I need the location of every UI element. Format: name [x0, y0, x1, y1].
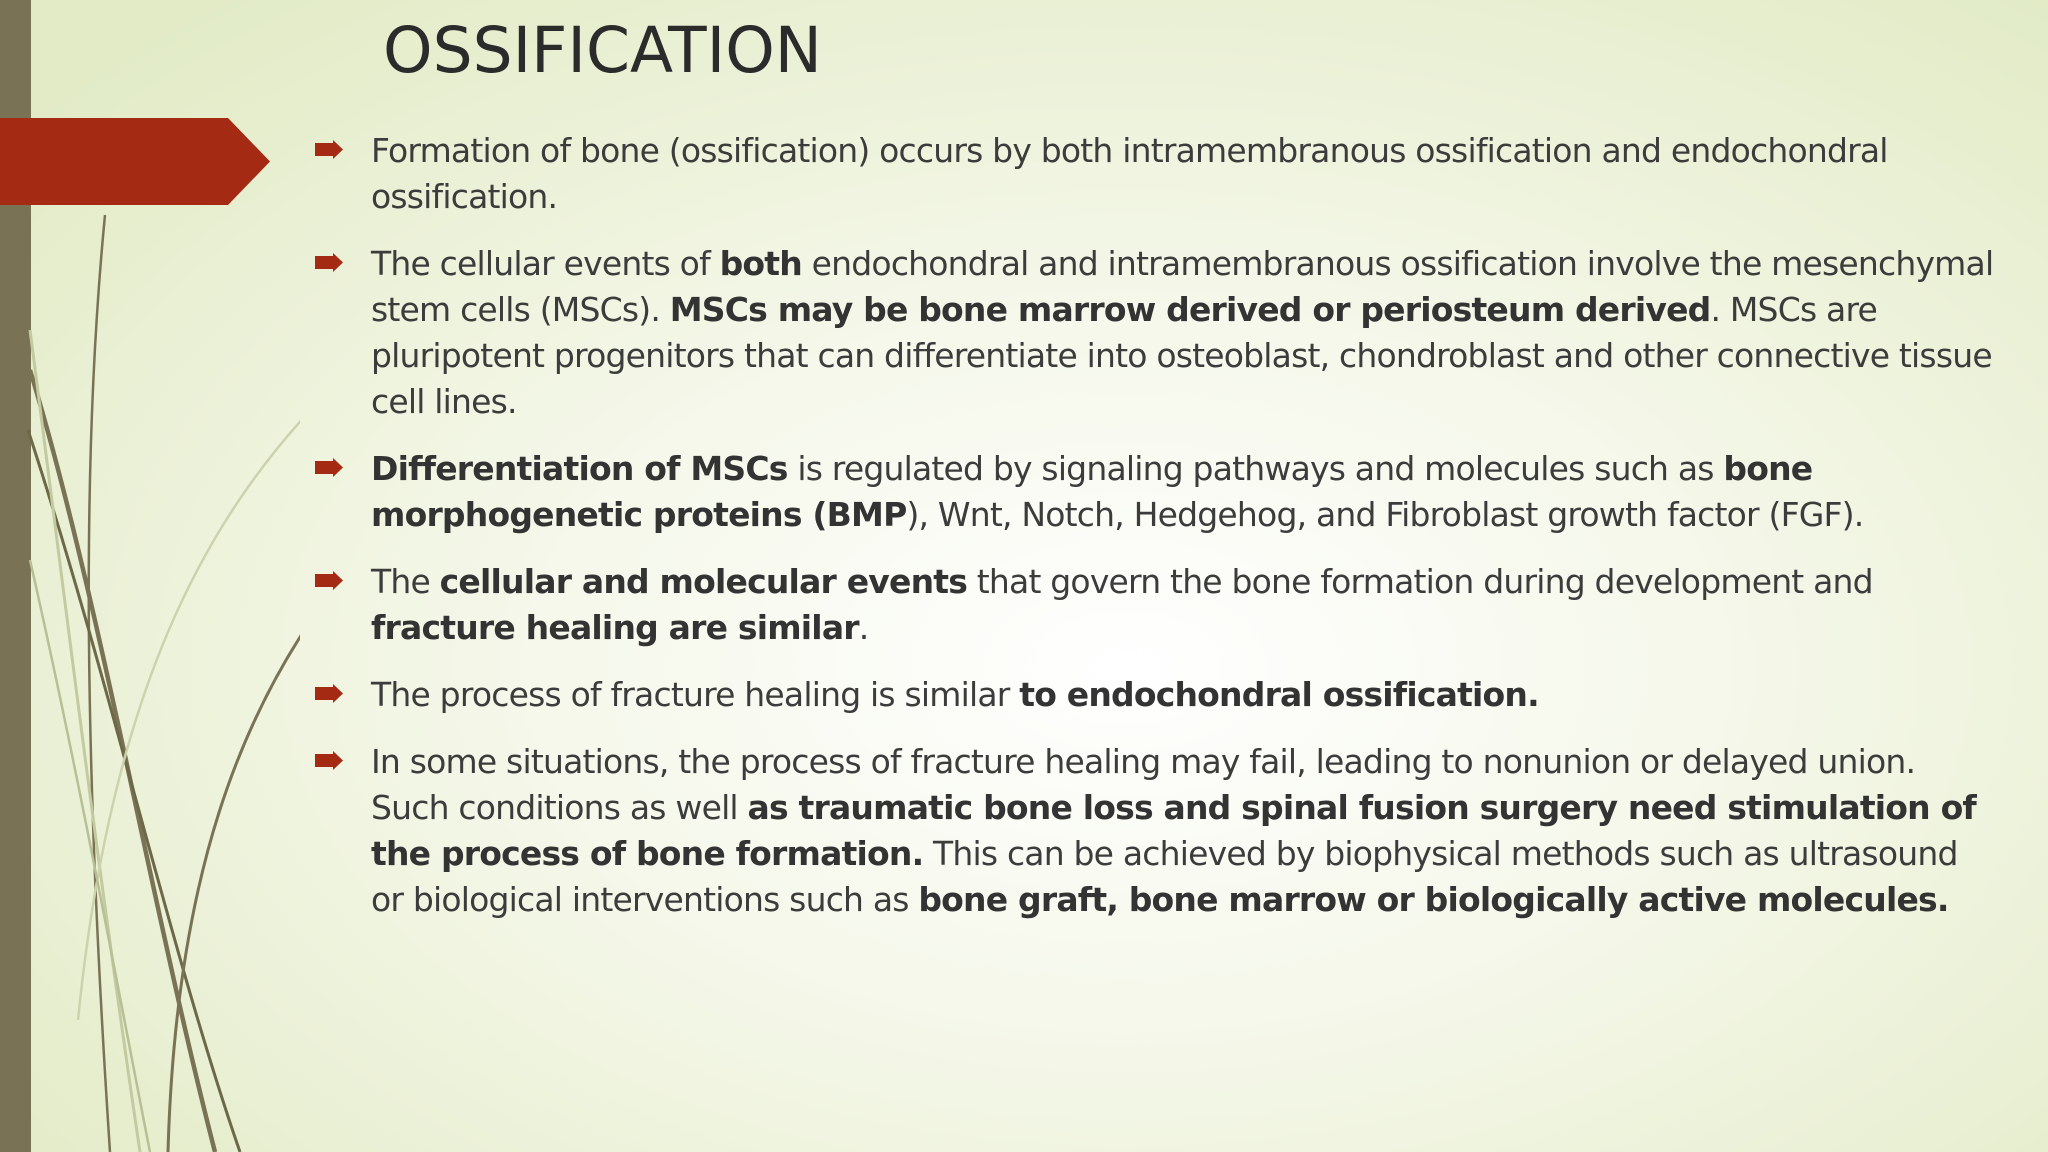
bold-text: MSCs may be bone marrow derived or periosteum derived	[669, 290, 1711, 329]
text-segment: The	[371, 562, 440, 601]
bullet-item	[315, 559, 1995, 651]
arrow-bullet-icon	[315, 751, 343, 770]
text-segment: The process of fracture healing is similar	[371, 675, 1020, 714]
text-segment: In some situations, the process of fracture healing may fail, leading to nonunion or delayed union. Such conditions as well	[371, 742, 1916, 827]
bullet-item	[315, 128, 1995, 220]
arrow-bullet-icon	[315, 253, 343, 272]
text-segment: Formation of bone (ossification) occurs by both intramembranous ossification and endochondral ossification.	[371, 131, 1888, 216]
arrow-bullet-icon	[315, 458, 343, 477]
bold-text: bone graft, bone marrow or biologically active molecules.	[918, 880, 1949, 919]
bold-text: both	[719, 244, 802, 283]
bold-text: fracture healing are similar	[371, 608, 859, 647]
text-segment: The cellular events of	[371, 244, 720, 283]
bullet-item	[315, 672, 1995, 718]
text-segment: is regulated by signaling pathways and molecules such as	[787, 449, 1724, 488]
text-segment: ), Wnt, Notch, Hedgehog, and Fibroblast growth factor (FGF).	[906, 495, 1864, 534]
arrow-bullet-icon	[315, 684, 343, 703]
text-segment: . MSCs are pluripotent progenitors that can differentiate into osteoblast, chondroblast and other connective tissue cell lines.	[371, 290, 1992, 421]
bullet-item	[315, 739, 1995, 923]
title-accent-arrow	[0, 118, 270, 205]
bold-text: Differentiation of MSCs	[371, 449, 788, 488]
arrow-bullet-icon	[315, 140, 343, 159]
arrow-bullet-icon	[315, 571, 343, 590]
bold-text: bone morphogenetic proteins (BMP	[371, 449, 1813, 534]
bullet-list	[315, 128, 1995, 944]
text-segment: .	[858, 608, 869, 647]
text-segment: This can be achieved by biophysical methods such as ultrasound or biological interventions such as	[371, 834, 1958, 919]
text-segment: endochondral and intramembranous ossification involve the mesenchymal stem cells (MSCs).	[371, 244, 1994, 329]
bullet-item	[315, 446, 1995, 538]
bold-text: to endochondral ossification.	[1019, 675, 1539, 714]
bold-text: cellular and molecular events	[439, 562, 968, 601]
slide-title: OSSIFICATION	[383, 14, 822, 87]
bullet-item	[315, 241, 1995, 425]
text-segment: that govern the bone formation during development and	[967, 562, 1873, 601]
bold-text: as traumatic bone loss and spinal fusion surgery need stimulation of the process of bone formation.	[371, 788, 1976, 873]
